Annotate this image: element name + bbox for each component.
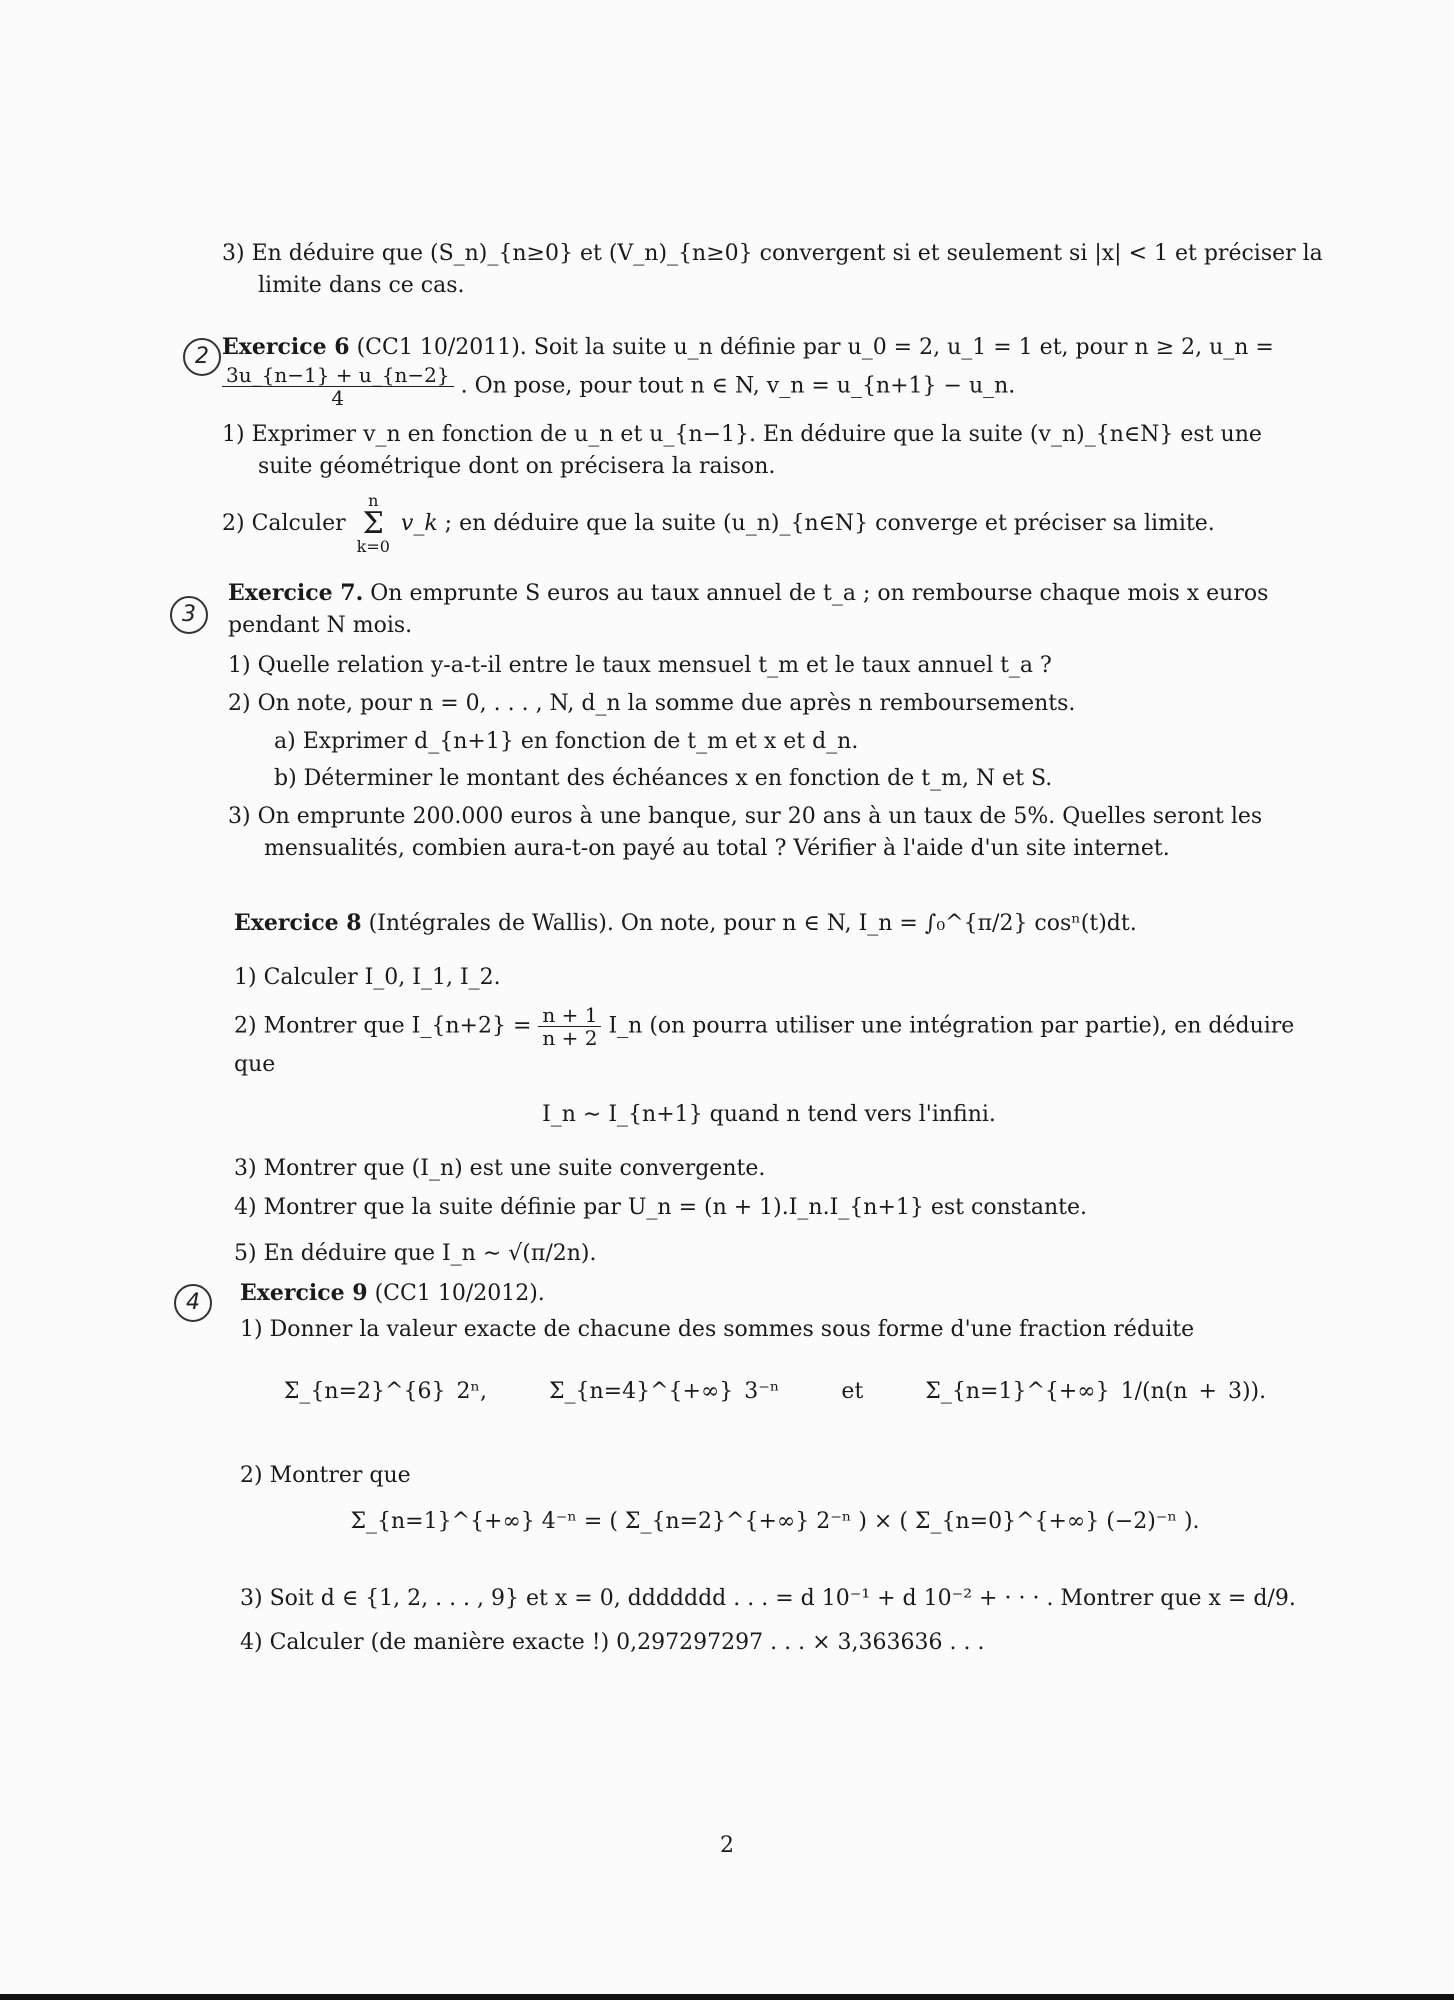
ex6-q2-b: ; en déduire que la suite (u_n)_{n∈N} converge et préciser sa limite. xyxy=(444,510,1215,536)
ex5-item3 xyxy=(222,238,1328,302)
ex6-sum-body: v_k xyxy=(400,510,438,536)
ex6-q2-sum xyxy=(356,490,390,556)
ex6-title: Exercice 6 xyxy=(222,334,350,360)
ex9-title: Exercice 9 xyxy=(240,1280,368,1306)
ex9-q4: 4) Calculer (de manière exacte !) 0,297297297 . . . × 3,363636 . . . xyxy=(240,1630,985,1656)
ex7-q2b: b) Déterminer le montant des échéances x en fonction de t_m, N et S. xyxy=(274,766,1053,792)
ex7-q3: 3) On emprunte 200.000 euros à une banque, sur 20 ans à un taux de 5%. Quelles seront les mensualités, combien aura-t-on payé au total ? Vérifier à l'aide d'un site internet. xyxy=(228,804,1263,862)
ex9-q2-formula: Σ_{n=1}^{+∞} 4⁻ⁿ = ( Σ_{n=2}^{+∞} 2⁻ⁿ ) × ( Σ_{n=0}^{+∞} (−2)⁻ⁿ ). xyxy=(350,1508,1200,1534)
ex8-q2-a: 2) Montrer que I_{n+2} = xyxy=(234,1013,532,1039)
ex6-statement-line2 xyxy=(222,364,1292,409)
ex6-heading xyxy=(222,332,1292,364)
ex8-q2-frac-den: n + 2 xyxy=(542,1025,598,1050)
ex7-heading xyxy=(228,578,1298,642)
ex8-source: (Intégrales de Wallis). xyxy=(368,911,614,936)
scan-edge xyxy=(0,1994,1454,2000)
ex5-item3-text: 3) En déduire que (S_n)_{n≥0} et (V_n)_{n≥0} convergent si et seulement si |x| < 1 et préciser la limite dans ce cas. xyxy=(222,241,1323,298)
handwritten-circled-number: 2 xyxy=(183,338,221,376)
ex8-q2-b: I_n (on pourra utiliser une intégration par partie), en déduire que xyxy=(234,1013,1295,1077)
ex6-fraction xyxy=(222,364,454,409)
ex6-sum-bottom: k=0 xyxy=(356,536,390,556)
ex9-source: (CC1 10/2012). xyxy=(374,1281,545,1306)
ex6-frac-num: 3u_{n−1} + u_{n−2} xyxy=(222,364,454,387)
ex7-q1: 1) Quelle relation y-a-t-il entre le taux mensuel t_m et le taux annuel t_a ? xyxy=(228,652,1052,678)
ex8-q2-frac-num: n + 1 xyxy=(538,1004,601,1027)
ex9-heading xyxy=(240,1278,1310,1310)
ex8-q5: 5) En déduire que I_n ∼ √(π/2n). xyxy=(234,1241,597,1267)
ex9-sum2: Σ_{n=4}^{+∞} 3⁻ⁿ xyxy=(548,1378,780,1404)
exercise-7 xyxy=(228,578,1298,865)
ex8-q4: 4) Montrer que la suite définie par U_n = (n + 1).I_n.I_{n+1} est constante. xyxy=(234,1195,1088,1221)
ex8-heading xyxy=(234,908,1304,940)
ex6-q1: 1) Exprimer v_n en fonction de u_n et u_{n−1}. En déduire que la suite (v_n)_{n∈N} est une suite géométrique dont on précisera la raison. xyxy=(222,421,1262,479)
ex6-sum-top: n xyxy=(368,490,379,510)
ex8-title: Exercice 8 xyxy=(234,910,362,936)
ex6-source: (CC1 10/2011). xyxy=(356,335,527,360)
exercise-6 xyxy=(222,332,1292,555)
ex6-statement-2: . On pose, pour tout n ∈ N, v_n = u_{n+1} − u_n. xyxy=(460,373,1016,399)
ex7-title: Exercice 7. xyxy=(228,580,364,606)
page-number: 2 xyxy=(720,1833,734,1858)
sigma-symbol: Σ xyxy=(362,505,384,541)
ex8-q3: 3) Montrer que (I_n) est une suite convergente. xyxy=(234,1155,766,1181)
ex6-frac-den: 4 xyxy=(331,385,345,410)
ex9-q1: 1) Donner la valeur exacte de chacune des sommes sous forme d'une fraction réduite xyxy=(240,1316,1195,1342)
ex7-q2: 2) On note, pour n = 0, . . . , N, d_n la somme due après n remboursements. xyxy=(228,690,1076,716)
ex9-q3: 3) Soit d ∈ {1, 2, . . . , 9} et x = 0, ddddddd . . . = d 10⁻¹ + d 10⁻² + · · · . Montrer que x = d/9. xyxy=(240,1586,1296,1612)
ex8-q2-center: I_n ∼ I_{n+1} quand n tend vers l'infini. xyxy=(542,1101,996,1127)
ex6-q2-a: 2) Calculer xyxy=(222,510,346,536)
exercise-9 xyxy=(240,1278,1310,1659)
ex8-q2 xyxy=(234,1004,1304,1081)
ex9-sum3: Σ_{n=1}^{+∞} 1/(n(n + 3)). xyxy=(925,1378,1267,1404)
ex8-statement: On note, pour n ∈ N, I_n = ∫₀^{π/2} cosⁿ(t)dt. xyxy=(620,911,1137,936)
ex6-statement-1: Soit la suite u_n définie par u_0 = 2, u_1 = 1 et, pour n ≥ 2, u_n = xyxy=(533,335,1274,360)
ex6-q2 xyxy=(222,490,1292,556)
ex9-sum1: Σ_{n=2}^{6} 2ⁿ, xyxy=(283,1378,487,1404)
handwritten-circled-number: 4 xyxy=(174,1284,212,1322)
ex8-q2-fraction xyxy=(538,1004,601,1049)
ex9-q2: 2) Montrer que xyxy=(240,1462,411,1488)
exercise-8 xyxy=(234,908,1304,1270)
ex7-statement: On emprunte S euros au taux annuel de t_a ; on rembourse chaque mois x euros pendant N mois. xyxy=(228,581,1269,638)
ex9-q1-sums xyxy=(240,1376,1310,1408)
ex9-et: et xyxy=(841,1378,864,1404)
handwritten-circled-number: 3 xyxy=(170,596,208,634)
ex7-q2a: a) Exprimer d_{n+1} en fonction de t_m et x et d_n. xyxy=(274,728,859,754)
ex8-q1: 1) Calculer I_0, I_1, I_2. xyxy=(234,964,501,990)
